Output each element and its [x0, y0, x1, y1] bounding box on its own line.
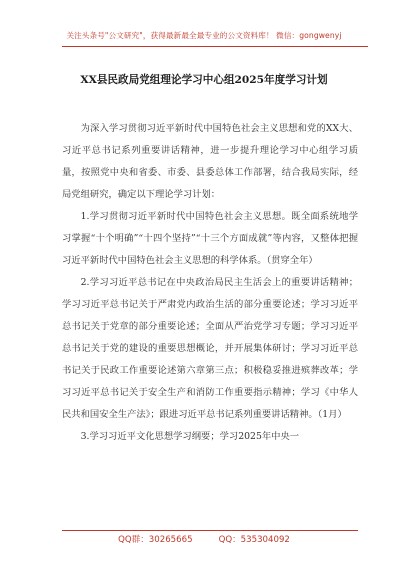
paragraph-item-1: 1.学习贯彻习近平新时代中国特色社会主义思想。既全面系统地学习掌握“十个明确”“十四个坚持”“十三个方面成就”等内容，又整体把握习近平新时代中国特色社会主义思想的科学体系。（贯穿全年）: [62, 211, 358, 266]
document-title: XX县民政局党组理论学习中心组2025年度学习计划: [80, 74, 328, 86]
paragraph-intro: 为深入学习贯彻习近平新时代中国特色社会主义思想和党的XX大、习近平总书记系列重要讲话精神，进一步提升理论学习中心组学习质量，按照党中央和省委、市委、县委总体工作部署，结合我局实际，经局党组研究，确定以下理论学习计划：: [62, 123, 358, 200]
footer-divider: [62, 530, 358, 531]
paragraph-item-2: 2.学习习近平总书记在中央政治局民主生活会上的重要讲话精神；学习习近平总书记关于严肃党内政治生活的部分重要论述；学习习近平总书记关于党章的部分重要论述；全面从严治党学习专题；学习习近平总书记关于党的建设的重要思想概论，并开展集体研讨；学习习近平总书记关于民政工作重要论述第六章第三点；积极稳妥推进殡葬改革；学习习近平总书记关于安全生产和消防工作重要指示精神；学习《中华人民共和国安全生产法》；跟进习近平总书记系列重要讲话精神。（1月）: [62, 277, 358, 420]
paragraph-item-3: 3.学习习近平文化思想学习纲要；学习2025年中央一: [80, 431, 300, 442]
document-body: [62, 118, 358, 448]
footer-qq: QQ：535304092: [218, 535, 290, 545]
header-banner: 关注头条号"公文研究"，获得最新最全最专业的公文资料库！ 微信：gongwenyj: [66, 31, 342, 40]
footer-qq-group: QQ群：30265665: [118, 535, 193, 545]
header-divider: [62, 46, 368, 47]
footer: [0, 533, 408, 545]
